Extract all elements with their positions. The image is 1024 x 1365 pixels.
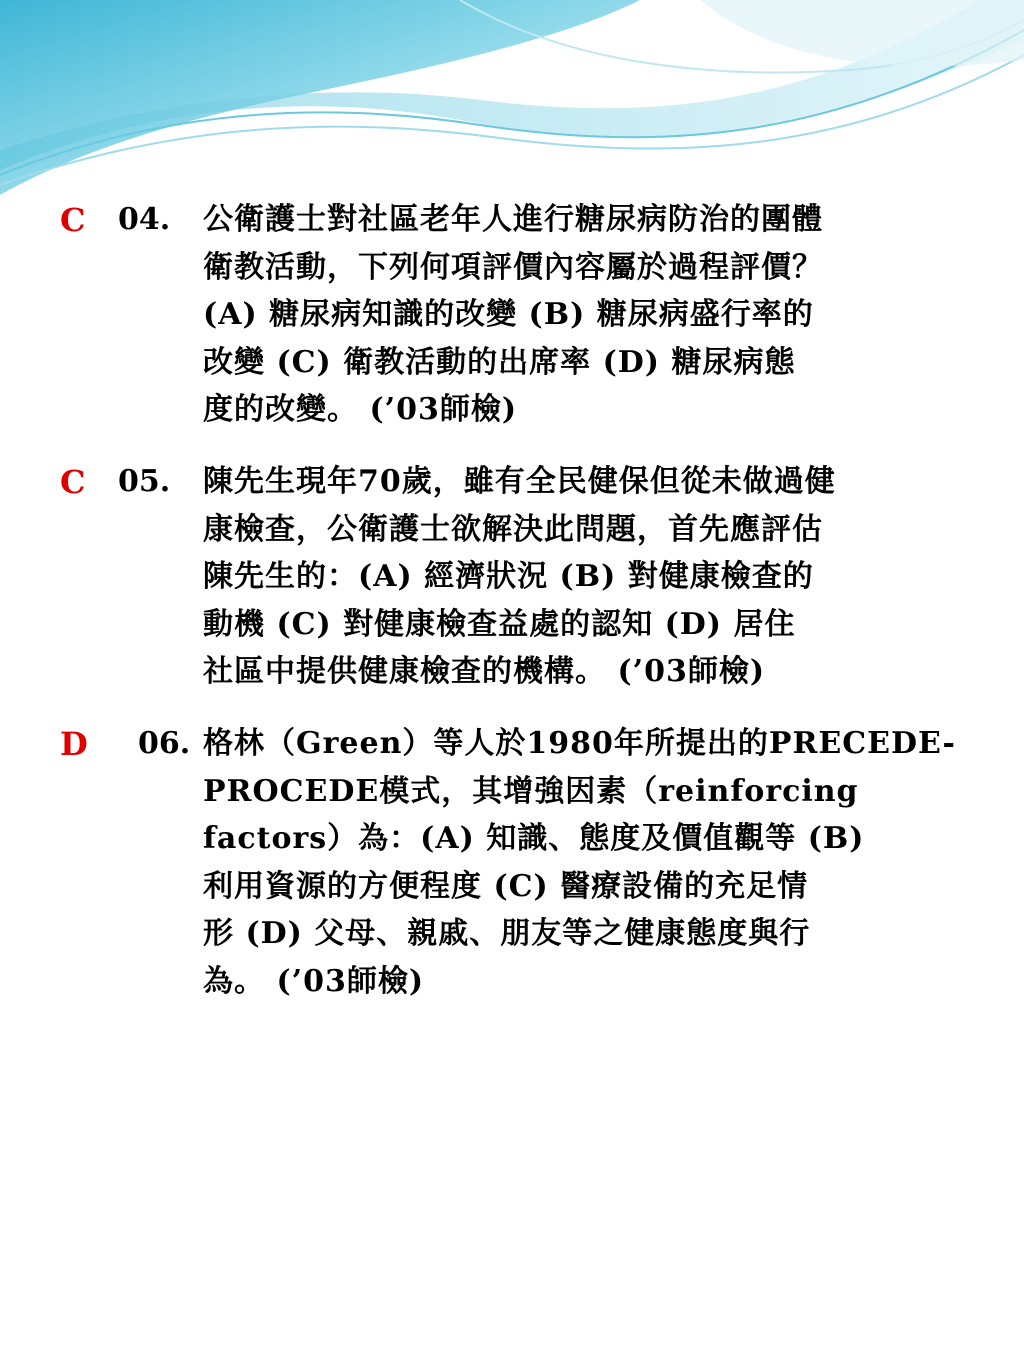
question-line: 動機 (C) 對健康檢查益處的認知 (D) 居住 bbox=[203, 606, 796, 642]
question-line: PROCEDE模式，其增強因素（reinforcing bbox=[203, 773, 859, 809]
question-text bbox=[203, 458, 1003, 696]
question-line: (A) 糖尿病知識的改變 (B) 糖尿病盛行率的 bbox=[203, 297, 814, 332]
question-number: 04. bbox=[118, 202, 171, 237]
answer-label: D bbox=[60, 725, 88, 763]
answer-label: C bbox=[60, 201, 86, 239]
question-line: 陳先生現年70歲，雖有全民健保但從未做過健 bbox=[203, 464, 836, 499]
question-line: 康檢查，公衛護士欲解決此問題，首先應評估 bbox=[203, 511, 823, 547]
question-line: factors）為：(A) 知識、態度及價值觀等 (B) bbox=[203, 821, 865, 856]
question-text bbox=[203, 196, 1003, 434]
wave-band-top-right bbox=[700, 0, 1024, 66]
question-number: 06. bbox=[138, 726, 191, 761]
question-text bbox=[203, 720, 1003, 1005]
question-line: 陳先生的：(A) 經濟狀況 (B) 對健康檢查的 bbox=[203, 559, 814, 594]
question-line: 利用資源的方便程度 (C) 醫療設備的充足情 bbox=[203, 868, 809, 904]
answer-label: C bbox=[60, 463, 86, 501]
wave-header-decoration bbox=[0, 0, 1024, 210]
question-line: 公衛護士對社區老年人進行糖尿病防治的團體 bbox=[203, 202, 823, 237]
question-line: 為。 (’03師檢) bbox=[203, 963, 425, 999]
question-line: 衛教活動，下列何項評價內容屬於過程評價？ bbox=[203, 249, 823, 285]
question-line: 形 (D) 父母、親戚、朋友等之健康態度與行 bbox=[203, 916, 811, 951]
question-line: 格林（Green）等人於1980年所提出的PRECEDE- bbox=[203, 726, 956, 761]
question-line: 社區中提供健康檢查的機構。 (’03師檢) bbox=[203, 654, 766, 689]
question-line: 改變 (C) 衛教活動的出席率 (D) 糖尿病態 bbox=[203, 344, 796, 380]
question-number: 05. bbox=[118, 464, 171, 499]
question-line: 度的改變。 (’03師檢) bbox=[203, 392, 518, 427]
